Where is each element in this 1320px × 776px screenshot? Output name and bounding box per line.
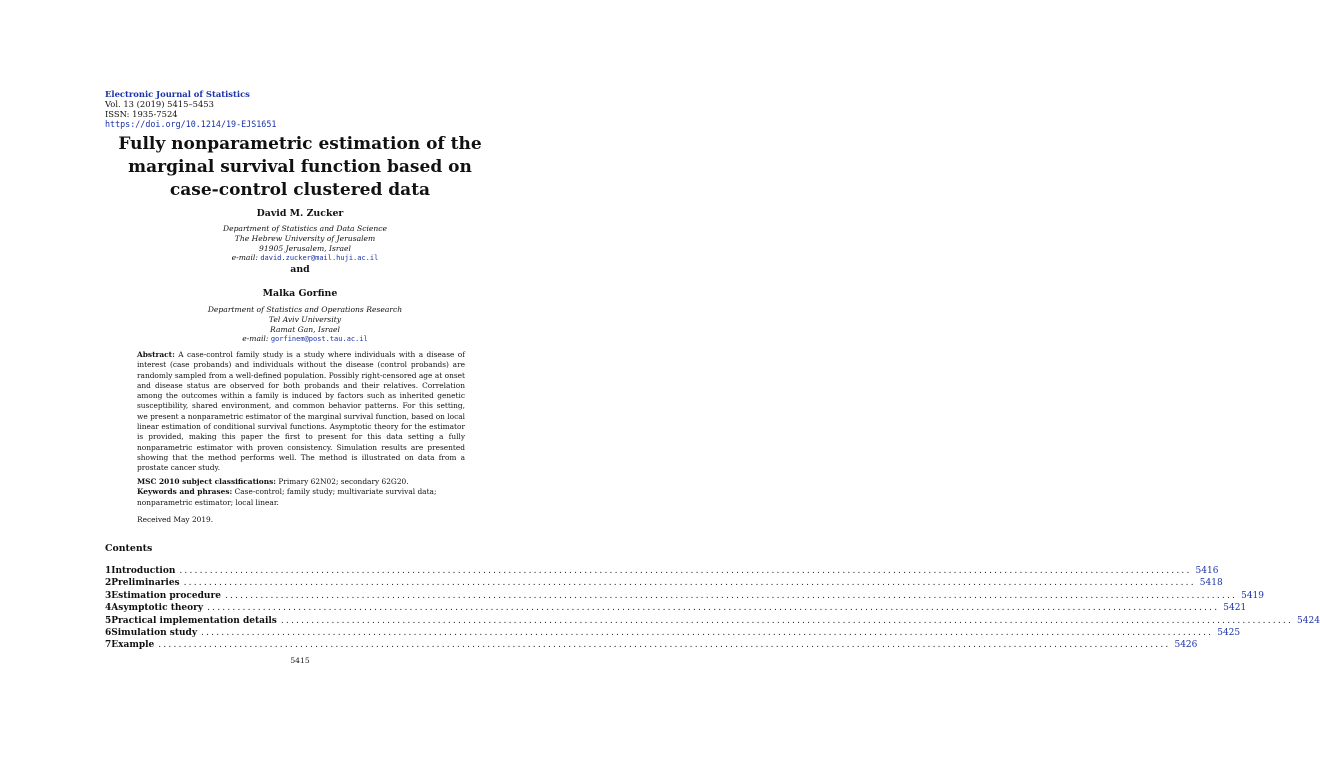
toc-title[interactable]: Estimation procedure — [111, 590, 221, 601]
title-line-1: Fully nonparametric estimation of the — [118, 134, 482, 154]
toc-page-link[interactable]: 5418 — [1199, 578, 1223, 589]
author-separator: and — [290, 264, 310, 275]
journal-volume: Vol. 13 (2019) 5415–5453 — [105, 99, 214, 109]
contents-heading: Contents — [105, 543, 153, 554]
author-2-affiliation — [140, 305, 470, 345]
author-2-dept: Department of Statistics and Operations Research — [207, 305, 403, 314]
toc-title[interactable]: Simulation study — [111, 627, 198, 638]
toc-title[interactable]: Preliminaries — [111, 578, 180, 589]
email-label: e-mail: — [242, 334, 269, 344]
author-1-name: David M. Zucker — [256, 208, 344, 219]
toc-entry[interactable] — [105, 627, 1241, 640]
toc-leader-dots: ........................................................................................................................................................................................................ — [201, 627, 1214, 638]
toc-number: 3 — [105, 590, 112, 601]
toc-title[interactable]: Asymptotic theory — [111, 603, 204, 614]
toc-entry[interactable] — [105, 566, 1219, 578]
msc-text: Primary 62N02; secondary 62G20. — [278, 477, 409, 486]
toc-entry[interactable] — [105, 615, 1320, 628]
toc-page-link[interactable]: 5416 — [1195, 566, 1219, 576]
journal-issn: ISSN: 1935-7524 — [105, 109, 178, 119]
journal-header — [105, 89, 276, 129]
title-line-2: marginal survival function based on — [128, 157, 472, 177]
table-of-contents — [105, 566, 1320, 653]
toc-entry[interactable] — [105, 603, 1247, 615]
toc-leader-dots: ........................................................................................................................................................................................................ — [207, 603, 1220, 614]
toc-number: 7 — [105, 640, 112, 651]
abstract — [137, 350, 465, 474]
author-1-email-link[interactable]: david.zucker@mail.huji.ac.il — [260, 254, 379, 263]
doi-link[interactable]: https://doi.org/10.1214/19-EJS1651 — [105, 119, 277, 129]
author-1-inst: The Hebrew University of Jerusalem — [234, 233, 376, 243]
toc-number: 1 — [105, 566, 112, 576]
title-line-3: case-control clustered data — [169, 180, 431, 200]
received-date: Received May 2019. — [137, 515, 214, 524]
author-1-affiliation — [140, 224, 470, 264]
toc-title[interactable]: Introduction — [111, 566, 176, 576]
toc-page-link[interactable]: 5421 — [1223, 603, 1247, 614]
toc-page-link[interactable]: 5419 — [1241, 590, 1265, 601]
toc-leader-dots: ........................................................................................................................................................................................................ — [280, 615, 1294, 626]
toc-title[interactable]: Example — [111, 640, 155, 651]
toc-number: 6 — [105, 627, 112, 638]
abstract-label: Abstract: — [137, 350, 175, 359]
toc-leader-dots: ........................................................................................................................................................................................................ — [179, 566, 1192, 576]
journal-name[interactable]: Electronic Journal of Statistics — [105, 89, 250, 99]
author-2-email-link[interactable]: gorfinem@post.tau.ac.il — [270, 335, 368, 344]
keywords-label: Keywords and phrases: — [137, 487, 233, 497]
abstract-text: A case-control family study is a study where individuals with a disease of interest (case probands) and individuals without the disease (control probands) are randomly sampled from a well-defined population. Possibly right-censored age at onset and disease status are observed for both probands and their relatives. Correlation among the outcomes within a family is induced by factors such as inherited genetic susceptibility, shared environment, and common behavior patterns. For this setting, we present a nonparametric estimator of the marginal survival function, based on local linear estimation of conditional survival functions. Asymptotic theory for the estimator is provided, making this paper the first to present for this data setting a fully nonparametric estimator with proven consistency. Simulation results are presented showing that the method performs well. The method is illustrated on data from a prostate cancer study. — [137, 350, 465, 473]
keywords-text: Case-control; family study; multivariate survival data; nonparametric estimator; local linear. — [137, 487, 437, 507]
toc-leader-dots: ........................................................................................................................................................................................................ — [158, 640, 1171, 651]
author-2-inst: Tel Aviv University — [268, 314, 342, 324]
author-2-name: Malka Gorfine — [262, 288, 338, 299]
author-2-city: Ramat Gan, Israel — [270, 324, 340, 334]
toc-title[interactable]: Practical implementation details — [111, 615, 277, 626]
page-number: 5415 — [290, 656, 310, 665]
toc-entry[interactable] — [105, 578, 1223, 590]
author-1-dept: Department of Statistics and Data Science — [222, 224, 388, 233]
toc-entry[interactable] — [105, 640, 1198, 652]
toc-page-link[interactable]: 5425 — [1217, 627, 1241, 638]
toc-leader-dots: ........................................................................................................................................................................................................ — [183, 578, 1196, 589]
toc-page-link[interactable]: 5426 — [1174, 640, 1198, 651]
toc-number: 5 — [105, 615, 112, 626]
toc-page-link[interactable]: 5424 — [1297, 615, 1320, 626]
msc-label: MSC 2010 subject classifications: — [137, 477, 276, 486]
email-label: e-mail: — [231, 253, 258, 263]
toc-leader-dots: ........................................................................................................................................................................................................ — [224, 590, 1238, 601]
toc-number: 4 — [105, 603, 112, 614]
toc-entry[interactable] — [105, 590, 1265, 603]
toc-number: 2 — [105, 578, 112, 589]
paper-title — [100, 133, 500, 202]
classification-block — [137, 477, 465, 508]
author-1-city: 91905 Jerusalem, Israel — [259, 243, 351, 253]
